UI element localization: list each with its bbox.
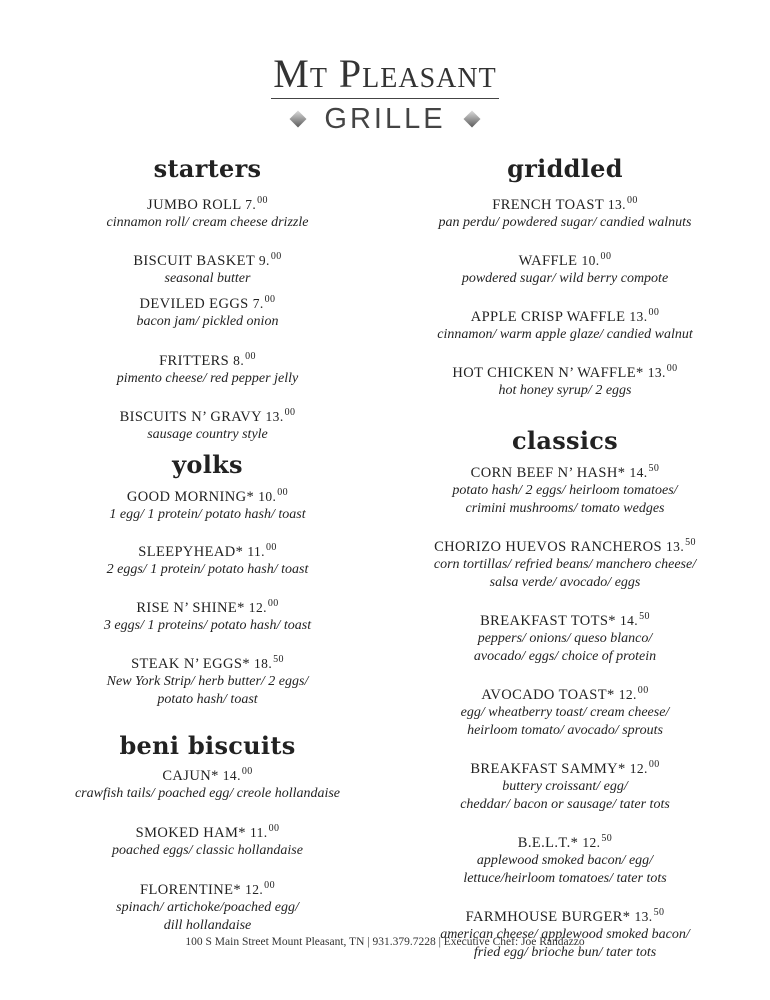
item-description: hot honey syrup/ 2 eggs: [498, 383, 632, 398]
item-price: 11.: [247, 544, 265, 559]
item-description: cinnamon roll/ cream cheese drizzle: [106, 215, 309, 230]
item-price-cents: 00: [268, 823, 280, 834]
section-title-yolks: yolks: [172, 450, 243, 479]
section-title-beni-biscuits: beni biscuits: [119, 731, 296, 760]
item-description: egg/ wheatberry toast/ cream cheese/: [460, 705, 670, 720]
item-price-cents: 50: [273, 654, 284, 665]
item-price: 14.: [629, 465, 648, 480]
item-description: corn tortillas/ refried beans/ manchero cheese/: [433, 557, 697, 572]
item-name: BREAKFAST TOTS*: [480, 613, 616, 629]
item-description: potato hash/ 2 eggs/ heirloom tomatoes/: [452, 483, 678, 498]
item-description: New York Strip/ herb butter/ 2 eggs/: [106, 674, 309, 689]
item-price-cents: 50: [639, 611, 650, 622]
diamond-ornament-icon: [463, 111, 480, 128]
item-price: 10.: [258, 489, 277, 504]
item-description: cinnamon/ warm apple glaze/ candied walnut: [437, 327, 693, 342]
menu-item: [400, 830, 730, 888]
menu-item: [30, 192, 385, 232]
item-name: JUMBO ROLL: [147, 197, 242, 213]
menu-item: [400, 682, 730, 740]
item-name: GOOD MORNING*: [126, 489, 255, 505]
menu-item: [400, 756, 730, 814]
item-price: 14.: [222, 768, 241, 783]
item-description: pimento cheese/ red pepper jelly: [116, 371, 299, 386]
item-price: 9.: [258, 253, 270, 268]
item-price-cents: 00: [648, 307, 660, 318]
item-name: FRITTERS: [159, 353, 230, 369]
item-description: peppers/ onions/ queso blanco/: [477, 631, 653, 646]
menu-item: [400, 304, 730, 344]
item-description: bacon jam/ pickled onion: [136, 314, 279, 329]
item-price: 10.: [581, 253, 600, 268]
item-price-cents: 00: [264, 294, 276, 305]
item-name: RISE N’ SHINE*: [136, 600, 245, 616]
item-price: 18.: [254, 656, 273, 671]
item-price-cents: 00: [637, 685, 649, 696]
item-description: 2 eggs/ 1 protein/ potato hash/ toast: [106, 562, 309, 577]
menu-item: [30, 348, 385, 388]
item-description: buttery croissant/ egg/: [502, 779, 628, 794]
item-price: 13.: [265, 409, 284, 424]
item-description: american cheese/ applewood smoked bacon/: [440, 927, 690, 942]
item-price-cents: 00: [267, 598, 279, 609]
menu-item: [30, 651, 385, 709]
item-price: 12.: [618, 687, 637, 702]
item-price: 12.: [248, 600, 267, 615]
menu-item: [400, 460, 730, 518]
menu-item: [400, 248, 730, 288]
item-description: seasonal butter: [164, 271, 251, 286]
item-name: FARMHOUSE BURGER*: [465, 909, 631, 925]
item-price: 12.: [582, 835, 601, 850]
section-title-griddled: griddled: [507, 154, 623, 183]
restaurant-brand: [0, 52, 770, 135]
item-price: 7.: [252, 296, 264, 311]
menu-item: [30, 877, 385, 935]
item-price: 14.: [620, 613, 639, 628]
menu-item: [30, 539, 385, 579]
diamond-ornament-icon: [290, 111, 307, 128]
brand-divider: [271, 98, 499, 99]
item-price-cents: 00: [264, 880, 275, 891]
item-name: WAFFLE: [518, 253, 578, 269]
footer-contact: 100 S Main Street Mount Pleasant, TN | 931.379.7228 | Executive Chef: Joe Randazzo: [185, 936, 585, 948]
item-description: potato hash/ toast: [157, 692, 258, 707]
item-price: 13.: [607, 197, 626, 212]
restaurant-name: Mt Pleasant: [273, 51, 497, 96]
menu-left-column: [30, 152, 385, 935]
section-title-classics: classics: [512, 426, 618, 455]
item-name: AVOCADO TOAST*: [481, 687, 615, 703]
item-price-cents: 00: [666, 363, 678, 374]
item-description: dill hollandaise: [163, 918, 252, 933]
item-description: lettuce/heirloom tomatoes/ tater tots: [463, 871, 667, 886]
item-description: pan perdu/ powdered sugar/ candied walnuts: [438, 215, 692, 230]
item-name: BISCUITS N’ GRAVY: [119, 409, 262, 425]
item-description: 1 egg/ 1 protein/ potato hash/ toast: [109, 507, 306, 522]
section-title-starters: starters: [153, 154, 262, 183]
item-description: powdered sugar/ wild berry compote: [461, 271, 669, 286]
item-description: 3 eggs/ 1 proteins/ potato hash/ toast: [103, 618, 312, 633]
item-price-cents: 00: [277, 487, 289, 498]
item-price: 11.: [249, 825, 268, 840]
item-description: cheddar/ bacon or sausage/ tater tots: [460, 797, 670, 812]
item-name: DEVILED EGGS: [139, 296, 249, 312]
item-name: FRENCH TOAST: [492, 197, 604, 213]
item-description: crawfish tails/ poached egg/ creole hollandaise: [74, 786, 341, 801]
item-name: CAJUN*: [162, 768, 219, 784]
menu-item: [400, 904, 730, 962]
item-name: APPLE CRISP WAFFLE: [470, 309, 626, 325]
menu-item: [400, 534, 730, 592]
menu-item: [30, 404, 385, 444]
item-description: heirloom tomato/ avocado/ sprouts: [467, 723, 663, 738]
item-price-cents: 00: [284, 407, 296, 418]
item-price-cents: 50: [685, 537, 696, 548]
item-name: SMOKED HAM*: [135, 825, 246, 841]
item-price-cents: 50: [653, 907, 665, 918]
item-name: B.E.L.T.*: [517, 835, 579, 851]
item-price: 13.: [629, 309, 648, 324]
item-price: 13.: [634, 909, 653, 924]
item-name: HOT CHICKEN N’ WAFFLE*: [452, 365, 644, 381]
item-price: 8.: [233, 353, 245, 368]
menu-item: [30, 248, 385, 288]
item-description: applewood smoked bacon/ egg/: [476, 853, 654, 868]
item-name: SLEEPYHEAD*: [138, 544, 244, 560]
item-description: avocado/ eggs/ choice of protein: [473, 649, 657, 664]
menu-item: [30, 595, 385, 635]
item-description: sausage country style: [147, 427, 268, 442]
item-description: fried egg/ brioche bun/ tater tots: [473, 945, 657, 960]
item-name: CHORIZO HUEVOS RANCHEROS: [434, 539, 662, 555]
item-price: 13.: [647, 365, 666, 380]
item-price-cents: 00: [257, 195, 268, 206]
item-price: 7.: [245, 197, 257, 212]
item-price-cents: 50: [601, 833, 613, 844]
menu-item: [400, 608, 730, 666]
item-description: salsa verde/ avocado/ eggs: [489, 575, 641, 590]
item-price-cents: 00: [626, 195, 638, 206]
item-description: spinach/ artichoke/poached egg/: [116, 900, 299, 915]
menu-item: [400, 360, 730, 400]
item-price-cents: 00: [600, 251, 612, 262]
item-price: 12.: [629, 761, 648, 776]
item-price-cents: 00: [648, 759, 660, 770]
menu-item: [30, 484, 385, 524]
item-name: CORN BEEF N’ HASH*: [470, 465, 626, 481]
menu-item: [400, 192, 730, 232]
menu-item: [30, 820, 385, 860]
item-name: FLORENTINE*: [140, 882, 242, 898]
item-price-cents: 50: [648, 463, 660, 474]
item-price-cents: 00: [245, 351, 256, 362]
menu-item: [30, 763, 385, 803]
item-price-cents: 00: [241, 766, 253, 777]
menu-item: [30, 291, 385, 331]
item-description: crimini mushrooms/ tomato wedges: [465, 501, 665, 516]
restaurant-subtitle: GRILLE: [324, 103, 446, 135]
item-name: STEAK N’ EGGS*: [131, 656, 250, 672]
item-name: BISCUIT BASKET: [133, 253, 255, 269]
item-price: 12.: [245, 882, 264, 897]
item-price-cents: 00: [270, 251, 282, 262]
item-price: 13.: [666, 539, 685, 554]
item-description: poached eggs/ classic hollandaise: [112, 843, 303, 858]
menu-right-column: [400, 152, 730, 962]
item-name: BREAKFAST SAMMY*: [470, 761, 626, 777]
item-price-cents: 00: [265, 542, 277, 553]
